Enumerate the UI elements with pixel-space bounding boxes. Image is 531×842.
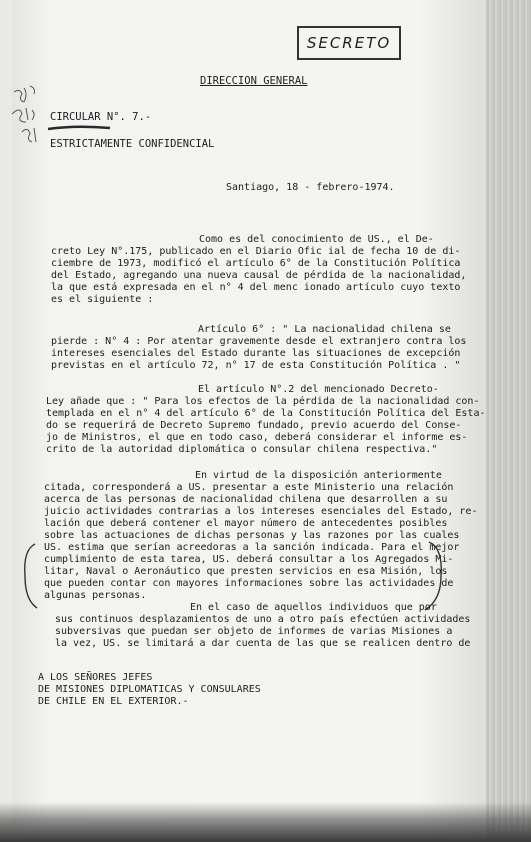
circular-number: CIRCULAR N°. 7.- [50, 111, 152, 123]
body-line: del Estado, agregando una nueva causal de pérdida de la nacionalidad, [51, 270, 467, 281]
body-line: crito de la autoridad diplomática o consular chilena respectiva." [46, 444, 438, 455]
body-line: Artículo 6° : " La nacionalidad chilena se [198, 324, 451, 335]
body-line: creto Ley N°.175, publicado en el Diario Ofic ial de fecha 10 de di- [51, 246, 461, 257]
body-line: subversivas que puedan ser objeto de informes de varias Misiones a [55, 626, 453, 637]
scan-shadow [0, 802, 531, 842]
body-line: En virtud de la disposición anteriormente [195, 470, 442, 481]
body-line: cumplimiento de esta tarea, US. deberá consultar a los Agregados Mi- [44, 554, 454, 565]
body-line: sus continuos desplazamientos de uno a otro país efectúen actividades [55, 614, 471, 625]
body-line: do se requerirá de Decreto Supremo fundado, previo acuerdo del Conse- [46, 420, 462, 431]
body-line: Ley añade que : " Para los efectos de la pérdida de la nacionalidad con- [46, 396, 480, 407]
handwritten-note [8, 82, 48, 152]
classification: ESTRICTAMENTE CONFIDENCIAL [50, 138, 215, 150]
body-line: ciembre de 1973, modificó el artículo 6° de la Constitución Política [51, 258, 461, 269]
body-line: pierde : N° 4 : Por atentar gravemente desde el extranjero contra los [51, 336, 467, 347]
addressee-line: A LOS SEÑORES JEFES [38, 672, 153, 683]
page-stack-edge [486, 0, 531, 842]
body-line: es el siguiente : [51, 294, 154, 305]
body-line: citada, corresponderá a US. presentar a este Ministerio una relación [44, 482, 454, 493]
addressee-line: DE CHILE EN EL EXTERIOR.- [38, 696, 189, 707]
body-line: US. estima que serían acreedoras a la sanción indicada. Para el mejor [44, 542, 460, 553]
body-line: sobre las actuaciones de dichas personas y las razones por las cuales [44, 530, 460, 541]
body-line: litar, Naval o Aeronáutico que presten servicios en esa Misión, los [44, 566, 448, 577]
body-line: algunas personas. [44, 590, 147, 601]
body-line: En el caso de aquellos individuos que por [190, 602, 437, 613]
body-line: intereses esenciales del Estado durante las situaciones de excepción [51, 348, 461, 359]
body-line: jo de Ministros, el que en todo caso, deberá considerar el informe es- [46, 432, 468, 443]
body-line: templada en el n° 4 del artículo 6° de la Constitución Política del Esta- [46, 408, 486, 419]
circular-underline-stroke [46, 124, 112, 132]
header-title: DIRECCION GENERAL [200, 75, 308, 87]
body-line: juicio actividades contrarias a los intereses esenciales del Estado, re- [44, 506, 478, 517]
body-line: que pueden contar con mayores informaciones sobre las actividades de [44, 578, 454, 589]
body-line: previstas en el artículo 72, n° 17 de esta Constitución Política . " [51, 360, 461, 371]
secret-stamp: SECRETO [297, 26, 401, 60]
body-line: Como es del conocimiento de US., el De- [199, 234, 434, 245]
body-line: acerca de las personas de nacionalidad chilena que desarrollen a su [44, 494, 448, 505]
place-date: Santiago, 18 - febrero-1974. [226, 182, 395, 193]
addressee-line: DE MISIONES DIPLOMATICAS Y CONSULARES [38, 684, 261, 695]
body-line: El artículo N°.2 del mencionado Decreto- [198, 384, 439, 395]
body-line: la vez, US. se limitará a dar cuenta de las que se realicen dentro de [55, 638, 471, 649]
body-line: la que está expresada en el n° 4 del menc ionado artículo cuyo texto [51, 282, 461, 293]
body-line: lación que deberá contener el mayor número de antecedentes posibles [44, 518, 448, 529]
